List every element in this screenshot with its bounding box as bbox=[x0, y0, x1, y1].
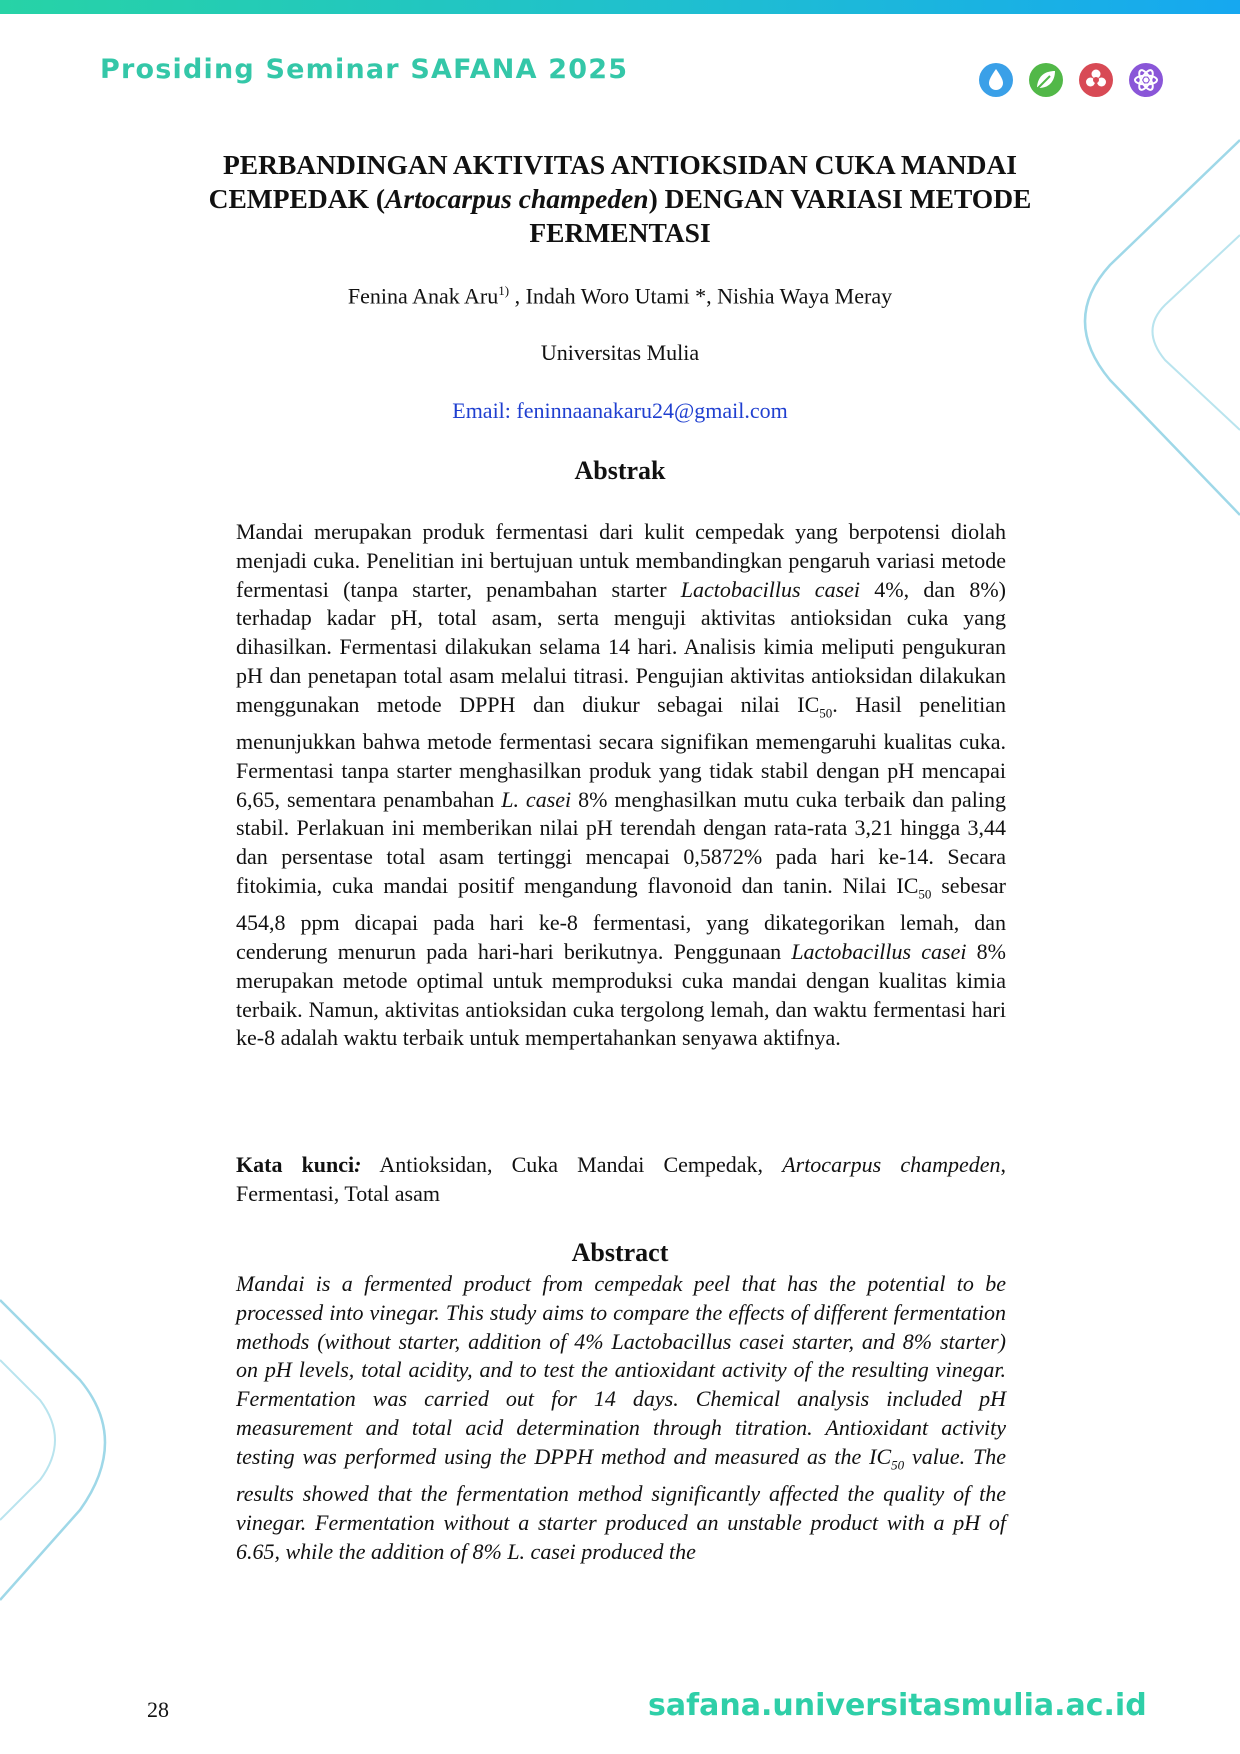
paper-title: PERBANDINGAN AKTIVITAS ANTIOKSIDAN CUKA MANDAI CEMPEDAK (Artocarpus champeden) DENGAN VARIASI METODE FERMENTASI bbox=[208, 149, 1032, 248]
atom-icon bbox=[1128, 62, 1164, 98]
footer-website-link[interactable]: safana.universitasmulia.ac.id bbox=[648, 1688, 1147, 1723]
flower-icon bbox=[1078, 62, 1114, 98]
affiliation: Universitas Mulia bbox=[540, 340, 700, 365]
abstrak-body: Mandai merupakan produk fermentasi dari kulit cempedak yang berpotensi diolah menjadi cuka. Penelitian ini bertujuan untuk membandingkan pengaruh variasi metode fermentasi (tanpa starter, penambahan starter Lactobacillus casei 4%, dan 8%) terhadap kadar pH, total asam, serta menguji aktivitas antioksidan cuka yang dihasilkan. Fermentasi dilakukan selama 14 hari. Analisis kimia meliputi pengukuran pH dan penetapan total asam melalui titrasi. Pengujian aktivitas antioksidan dilakukan menggunakan metode DPPH dan diukur sebagai nilai $IC_{50}$. Hasil penelitian menunjukkan bahwa metode fermentasi secara signifikan memengaruhi kualitas cuka. Fermentasi tanpa starter menghasilkan produk yang tidak stabil dengan pH mencapai 6,65, sementara penambahan L. casei 8% menghasilkan mutu cuka terbaik dan paling stabil. Perlakuan ini memberikan nilai pH terendah dengan rata-rata 3,21 hingga 3,44 dan persentase total asam tertinggi mencapai 0,5872% pada hari ke-14. Secara fitokimia, cuka mandai positif mengandung flavonoid dan tanin. Nilai $IC_{50}$ sebesar 454,8 ppm dicapai pada hari ke-8 fermentasi, yang dikategorikan lemah, dan cenderung menurun pada hari-hari berikutnya. Penggunaan Lactobacillus casei 8% merupakan metode optimal untuk memproduksi cuka mandai dengan kualitas kimia terbaik. Namun, aktivitas antioksidan cuka tergolong lemah, dan waktu fermentasi hari ke-8 adalah waktu terbaik untuk mempertahankan senyawa aktifnya. bbox=[236, 519, 1006, 1051]
leaf-icon bbox=[1028, 62, 1064, 98]
author-list: Fenina Anak Aru$^{1)}$ , Indah Woro Utami *, Nishia Waya Meray bbox=[347, 283, 893, 309]
sponsor-logos bbox=[978, 62, 1164, 98]
author-email[interactable]: Email: feninnaanakaru24@gmail.com bbox=[452, 398, 788, 423]
page-number: 28 bbox=[147, 1697, 169, 1722]
abstrak-heading: Abstrak bbox=[574, 456, 666, 485]
keywords: Kata kunci: Antioksidan, Cuka Mandai Cempedak, Artocarpus champeden, Fermentasi, Total asam bbox=[236, 1152, 1006, 1206]
title-species-italic: Artocarpus champeden bbox=[385, 183, 649, 214]
journal-title: Prosiding Seminar SAFANA 2025 bbox=[100, 54, 629, 85]
water-drop-icon bbox=[978, 62, 1014, 98]
abstract-body: Mandai is a fermented product from cempedak peel that has the potential to be processed into vinegar. This study aims to compare the effects of different fermentation methods (without starter, addition of 4% Lactobacillus casei starter, and 8% starter) on pH levels, total acidity, and to test the antioxidant activity of the resulting vinegar. Fermentation was carried out for 14 days. Chemical analysis included pH measurement and total acid determination through titration. Antioxidant activity testing was performed using the DPPH method and measured as the $IC_{50}$ value. The results showed that the fermentation method significantly affected the quality of the vinegar. Fermentation without a starter produced an unstable product with a pH of 6.65, while the addition of 8% L. casei produced the bbox=[236, 1271, 1006, 1564]
abstract-heading: Abstract bbox=[571, 1238, 669, 1267]
